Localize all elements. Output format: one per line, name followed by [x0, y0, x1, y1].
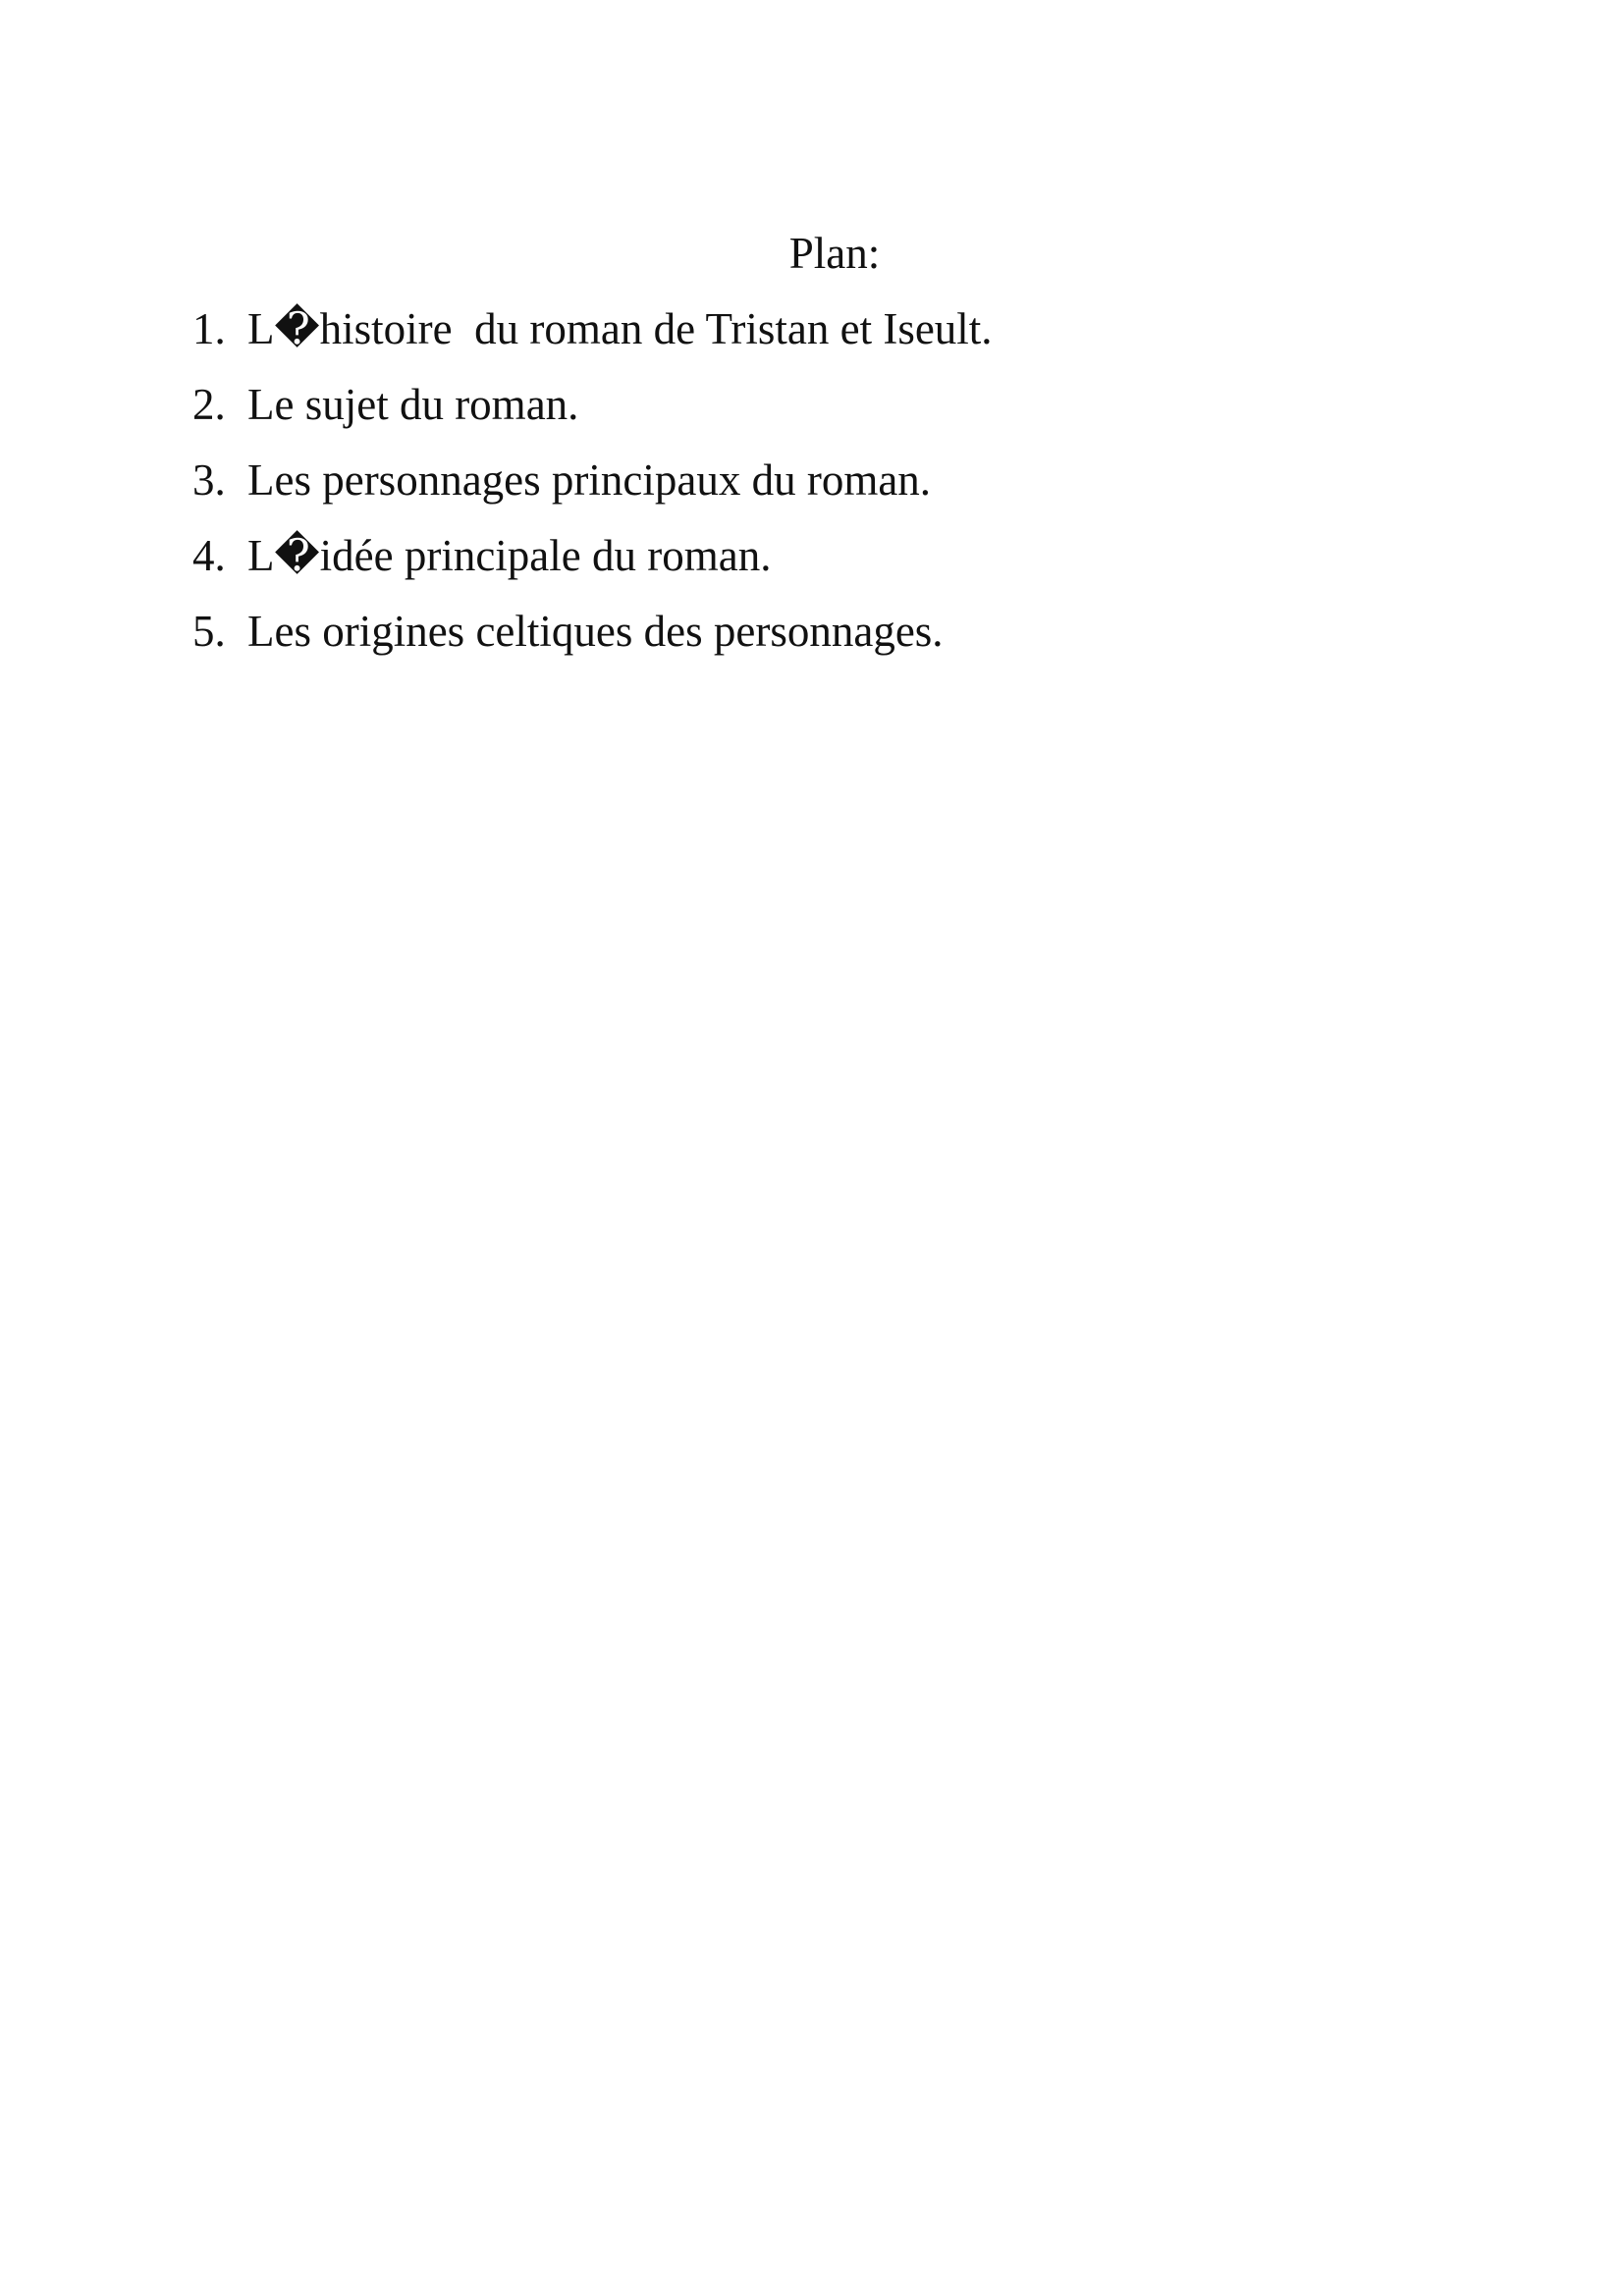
list-item-text: Les personnages principaux du roman.: [247, 455, 932, 505]
list-item-text: Le sujet du roman.: [247, 380, 579, 429]
list-item-text: L�idée principale du roman.: [247, 531, 772, 580]
plan-list: [192, 299, 993, 677]
list-item-number: 2.: [192, 380, 226, 429]
list-item-number: 5.: [192, 607, 226, 656]
list-item: [192, 602, 993, 677]
list-item: [192, 451, 993, 526]
list-item-text: Les origines celtiques des personnages.: [247, 607, 944, 656]
list-item: [192, 526, 993, 602]
list-item-number: 4.: [192, 531, 226, 580]
page-title: Plan:: [788, 229, 881, 278]
list-item-number: 1.: [192, 304, 226, 353]
list-item-number: 3.: [192, 455, 226, 505]
list-item-text: L�histoire du roman de Tristan et Iseult.: [247, 304, 993, 353]
list-item: [192, 375, 993, 451]
list-item: [192, 299, 993, 375]
